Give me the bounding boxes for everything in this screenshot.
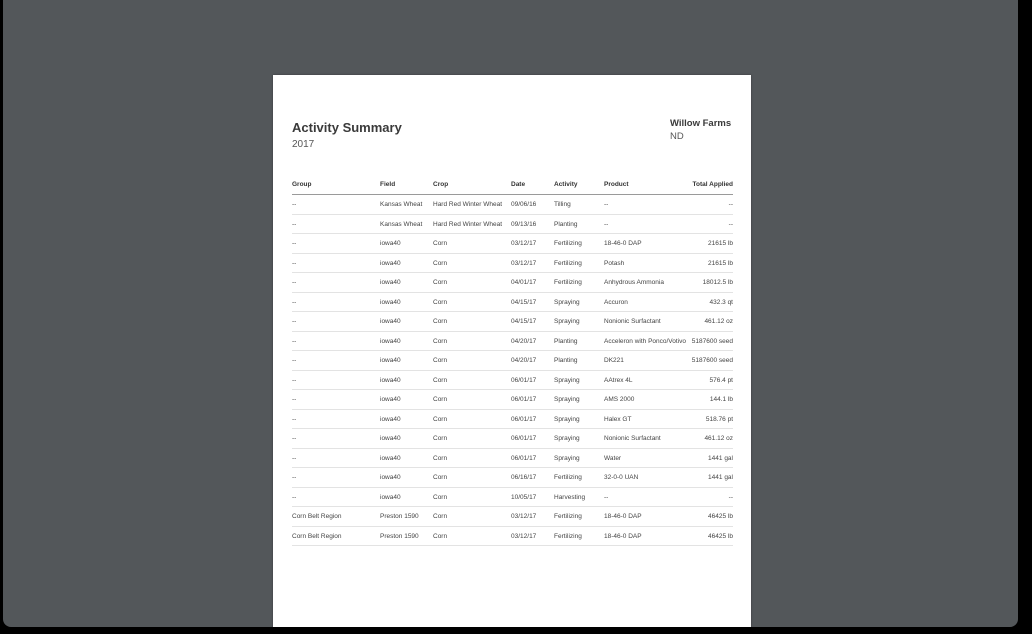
cell-group: -- — [292, 351, 380, 371]
cell-crop: Corn — [433, 526, 511, 546]
column-header-total-applied: Total Applied — [691, 180, 733, 195]
cell-group: -- — [292, 448, 380, 468]
report-title: Activity Summary — [292, 120, 402, 135]
cell-date: 04/20/17 — [511, 331, 554, 351]
column-header-field: Field — [380, 180, 433, 195]
cell-total-applied: 144.1 lb — [691, 390, 733, 410]
cell-field: iowa40 — [380, 468, 433, 488]
cell-field: iowa40 — [380, 390, 433, 410]
cell-activity: Spraying — [554, 390, 604, 410]
cell-group: -- — [292, 273, 380, 293]
report-year: 2017 — [292, 139, 315, 150]
cell-field: Kansas Wheat — [380, 195, 433, 215]
cell-total-applied: 21615 lb — [691, 253, 733, 273]
cell-date: 06/01/17 — [511, 370, 554, 390]
cell-field: iowa40 — [380, 448, 433, 468]
cell-crop: Corn — [433, 351, 511, 371]
cell-field: Preston 1590 — [380, 526, 433, 546]
cell-activity: Spraying — [554, 292, 604, 312]
cell-crop: Corn — [433, 312, 511, 332]
cell-product: -- — [604, 195, 691, 215]
cell-date: 03/12/17 — [511, 253, 554, 273]
cell-date: 04/15/17 — [511, 292, 554, 312]
cell-activity: Fertilizing — [554, 253, 604, 273]
cell-field: Preston 1590 — [380, 507, 433, 527]
column-header-group: Group — [292, 180, 380, 195]
table-row — [292, 253, 733, 273]
cell-group: Corn Belt Region — [292, 526, 380, 546]
cell-product: Acceleron with Ponco/Votivo — [604, 331, 691, 351]
cell-field: iowa40 — [380, 370, 433, 390]
cell-product: Halex GT — [604, 409, 691, 429]
cell-activity: Fertilizing — [554, 507, 604, 527]
table-row — [292, 507, 733, 527]
cell-group: -- — [292, 331, 380, 351]
activity-table — [292, 180, 733, 546]
cell-crop: Corn — [433, 331, 511, 351]
cell-group: -- — [292, 292, 380, 312]
cell-field: iowa40 — [380, 292, 433, 312]
table-body — [292, 195, 733, 546]
cell-date: 06/01/17 — [511, 409, 554, 429]
cell-total-applied: -- — [691, 214, 733, 234]
cell-group: -- — [292, 409, 380, 429]
cell-date: 03/12/17 — [511, 507, 554, 527]
table-row — [292, 331, 733, 351]
cell-group: Corn Belt Region — [292, 507, 380, 527]
column-header-activity: Activity — [554, 180, 604, 195]
cell-total-applied: 46425 lb — [691, 507, 733, 527]
cell-activity: Spraying — [554, 370, 604, 390]
table-row — [292, 429, 733, 449]
cell-group: -- — [292, 429, 380, 449]
cell-total-applied: -- — [691, 487, 733, 507]
cell-crop: Corn — [433, 234, 511, 254]
cell-activity: Spraying — [554, 448, 604, 468]
cell-activity: Fertilizing — [554, 234, 604, 254]
cell-product: -- — [604, 214, 691, 234]
cell-activity: Tilling — [554, 195, 604, 215]
cell-activity: Spraying — [554, 429, 604, 449]
cell-date: 09/06/16 — [511, 195, 554, 215]
cell-date: 06/01/17 — [511, 448, 554, 468]
cell-product: Anhydrous Ammonia — [604, 273, 691, 293]
cell-total-applied: 461.12 oz — [691, 429, 733, 449]
cell-crop: Corn — [433, 487, 511, 507]
cell-group: -- — [292, 390, 380, 410]
farm-name: Willow Farms — [670, 118, 732, 129]
cell-date: 09/13/16 — [511, 214, 554, 234]
table-row — [292, 526, 733, 546]
cell-date: 06/16/17 — [511, 468, 554, 488]
table-row — [292, 487, 733, 507]
cell-total-applied: 461.12 oz — [691, 312, 733, 332]
cell-product: Nonionic Surfactant — [604, 312, 691, 332]
cell-product: Nonionic Surfactant — [604, 429, 691, 449]
column-header-product: Product — [604, 180, 691, 195]
cell-field: iowa40 — [380, 273, 433, 293]
cell-activity: Planting — [554, 214, 604, 234]
farm-state: ND — [670, 131, 684, 142]
cell-group: -- — [292, 195, 380, 215]
table-row — [292, 370, 733, 390]
cell-activity: Fertilizing — [554, 273, 604, 293]
cell-product: 18-46-0 DAP — [604, 526, 691, 546]
cell-crop: Hard Red Winter Wheat — [433, 214, 511, 234]
document-viewer[interactable] — [3, 0, 1018, 627]
report-page — [273, 75, 751, 627]
cell-total-applied: 46425 lb — [691, 526, 733, 546]
cell-product: AAtrex 4L — [604, 370, 691, 390]
cell-crop: Corn — [433, 468, 511, 488]
cell-total-applied: 18012.5 lb — [691, 273, 733, 293]
cell-product: Accuron — [604, 292, 691, 312]
table-row — [292, 409, 733, 429]
cell-crop: Corn — [433, 273, 511, 293]
column-header-crop: Crop — [433, 180, 511, 195]
cell-total-applied: 21615 lb — [691, 234, 733, 254]
cell-date: 06/01/17 — [511, 390, 554, 410]
table-row — [292, 468, 733, 488]
table-row — [292, 214, 733, 234]
cell-product: DK221 — [604, 351, 691, 371]
cell-total-applied: -- — [691, 195, 733, 215]
cell-total-applied: 5187600 seed — [691, 331, 733, 351]
table-row — [292, 292, 733, 312]
cell-crop: Corn — [433, 409, 511, 429]
cell-product: Water — [604, 448, 691, 468]
cell-activity: Planting — [554, 351, 604, 371]
cell-crop: Corn — [433, 370, 511, 390]
table-row — [292, 312, 733, 332]
cell-date: 03/12/17 — [511, 234, 554, 254]
cell-crop: Corn — [433, 507, 511, 527]
cell-field: iowa40 — [380, 331, 433, 351]
cell-activity: Planting — [554, 331, 604, 351]
cell-group: -- — [292, 214, 380, 234]
cell-activity: Spraying — [554, 409, 604, 429]
cell-group: -- — [292, 370, 380, 390]
cell-group: -- — [292, 487, 380, 507]
cell-crop: Corn — [433, 448, 511, 468]
cell-total-applied: 1441 gal — [691, 448, 733, 468]
cell-field: iowa40 — [380, 409, 433, 429]
cell-product: 32-0-0 UAN — [604, 468, 691, 488]
cell-field: iowa40 — [380, 429, 433, 449]
cell-activity: Fertilizing — [554, 526, 604, 546]
cell-total-applied: 1441 gal — [691, 468, 733, 488]
cell-crop: Corn — [433, 390, 511, 410]
cell-total-applied: 5187600 seed — [691, 351, 733, 371]
table-row — [292, 448, 733, 468]
cell-date: 04/20/17 — [511, 351, 554, 371]
column-header-date: Date — [511, 180, 554, 195]
cell-field: iowa40 — [380, 312, 433, 332]
cell-crop: Corn — [433, 429, 511, 449]
cell-field: iowa40 — [380, 253, 433, 273]
cell-date: 04/15/17 — [511, 312, 554, 332]
cell-product: 18-46-0 DAP — [604, 234, 691, 254]
cell-crop: Corn — [433, 253, 511, 273]
cell-product: 18-46-0 DAP — [604, 507, 691, 527]
cell-product: AMS 2000 — [604, 390, 691, 410]
table-row — [292, 390, 733, 410]
cell-field: Kansas Wheat — [380, 214, 433, 234]
cell-total-applied: 518.76 pt — [691, 409, 733, 429]
cell-activity: Harvesting — [554, 487, 604, 507]
cell-total-applied: 432.3 qt — [691, 292, 733, 312]
cell-group: -- — [292, 253, 380, 273]
cell-field: iowa40 — [380, 487, 433, 507]
cell-activity: Fertilizing — [554, 468, 604, 488]
cell-date: 04/01/17 — [511, 273, 554, 293]
table-header-row — [292, 180, 733, 195]
cell-group: -- — [292, 468, 380, 488]
table-row — [292, 273, 733, 293]
cell-crop: Hard Red Winter Wheat — [433, 195, 511, 215]
cell-field: iowa40 — [380, 234, 433, 254]
table-row — [292, 234, 733, 254]
cell-group: -- — [292, 234, 380, 254]
cell-date: 03/12/17 — [511, 526, 554, 546]
cell-date: 10/05/17 — [511, 487, 554, 507]
table-row — [292, 195, 733, 215]
farm-info — [592, 118, 732, 142]
cell-field: iowa40 — [380, 351, 433, 371]
cell-date: 06/01/17 — [511, 429, 554, 449]
cell-activity: Spraying — [554, 312, 604, 332]
table-row — [292, 351, 733, 371]
cell-product: -- — [604, 487, 691, 507]
cell-total-applied: 576.4 pt — [691, 370, 733, 390]
cell-crop: Corn — [433, 292, 511, 312]
cell-product: Potash — [604, 253, 691, 273]
cell-group: -- — [292, 312, 380, 332]
